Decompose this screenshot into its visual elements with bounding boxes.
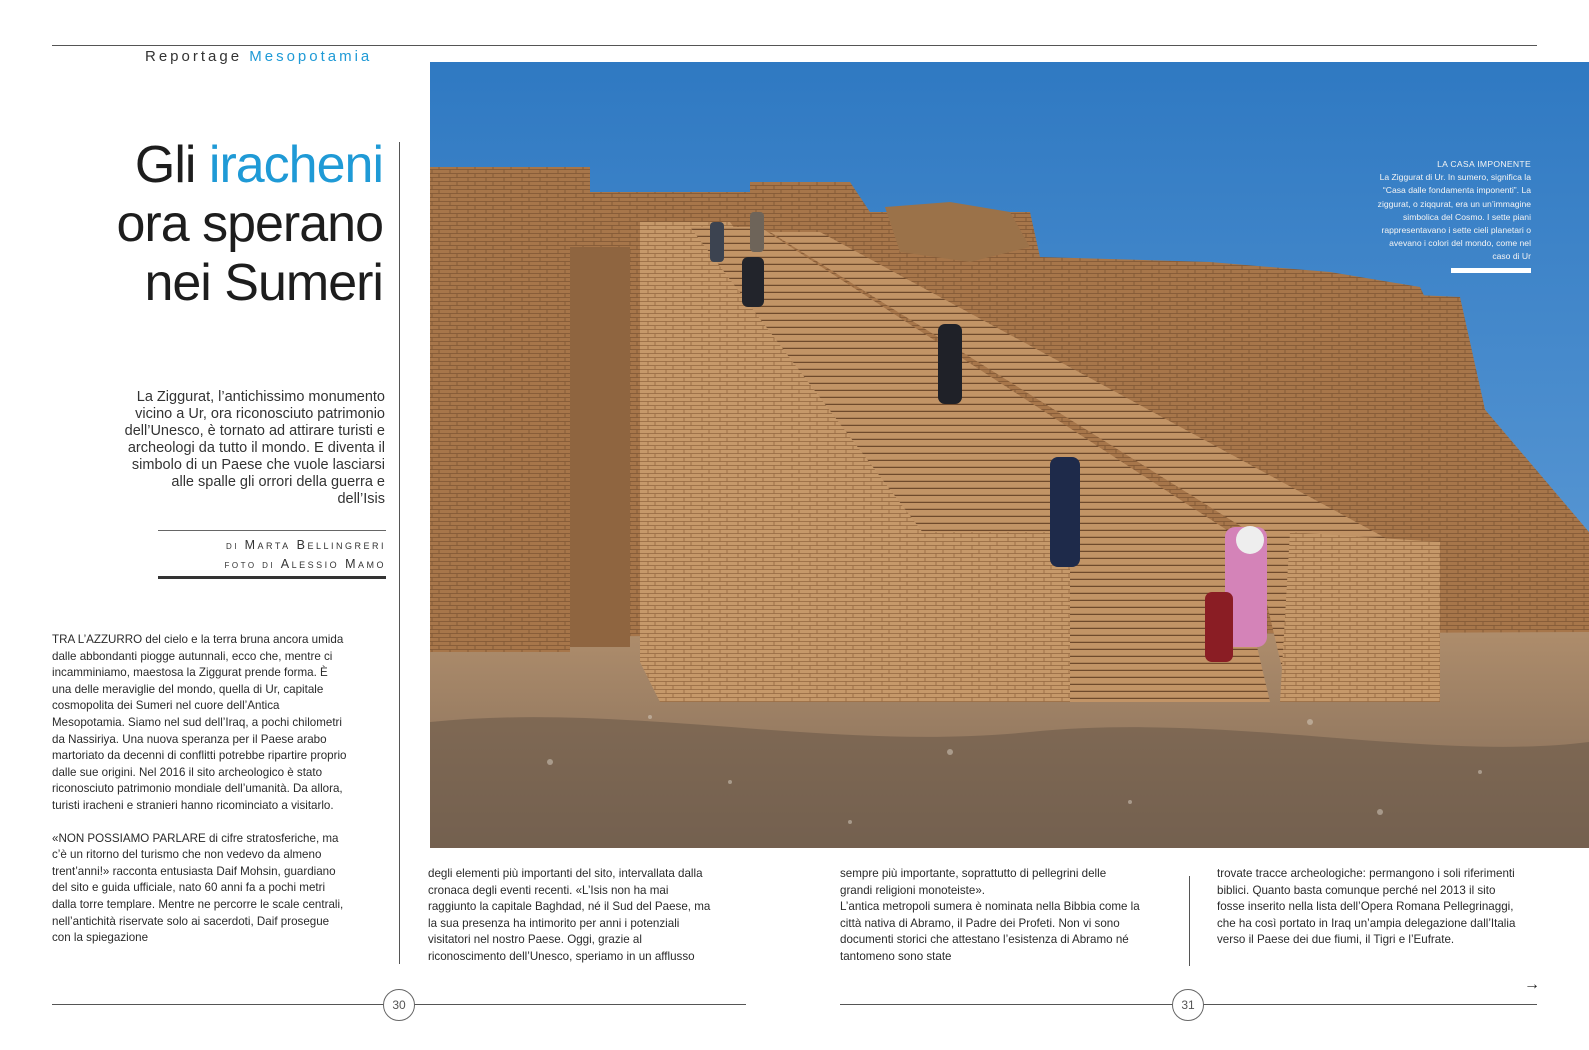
caption-bar	[1451, 268, 1531, 273]
column-divider-right	[1189, 876, 1190, 966]
byline-photo-prefix: foto di	[224, 559, 276, 571]
col1-paragraph-1	[52, 632, 350, 815]
body-column-1	[52, 632, 350, 947]
photo-caption	[1376, 158, 1531, 277]
col3-paragraph-1: sempre più importante, soprattutto di pellegrini delle grandi religioni monoteiste».	[840, 867, 1107, 897]
headline-line2: ora sperano	[116, 195, 383, 253]
headline-divider	[399, 142, 400, 964]
deck: La Ziggurat, l’antichissimo monumento vicino a Ur, ora riconosciuto patrimonio dell’Unesco, è tornato ad attirare turisti e archeologi da tutto il mondo. E diventa il simbolo di un Paese che vuole lasciarsi alle spalle gli orrori della guerra e dell’Isis	[124, 389, 385, 507]
col1-p1-text: del cielo e la terra bruna ancora umida dalle abbondanti piogge autunnali, ecco che, mentre ci incamminiamo, maestosa la Ziggurat prende forma. È una delle meraviglie del mondo, quella di Ur, capitale cosmopolita dei Sumeri nel cuore dell’Antica Mesopotamia. Siamo nel sud dell’Iraq, a pochi chilometri da Nassiriya. Una nuova speranza per il Paese arabo martoriato da decenni di conflitti potrebbe ripartire proprio dalle sue origini. Nel 2016 il sito archeologico è stato riconosciuto patrimonio mondiale dell’umanità. Da allora, turisti iracheni e stranieri hanno ricominciato a visitarlo.	[52, 633, 347, 812]
page-number-left: 30	[383, 989, 415, 1021]
col2-text: degli elementi più importanti del sito, intervallata dalla cronaca degli eventi recenti. «L’Isis non ha mai raggiunto la capitale Baghdad, né il Sud del Paese, ma la sua presenza ha intimorito per anni i potenziali visitatori nel nostro Paese. Oggi, grazie al riconoscimento dell’Unesco, speriamo in un afflusso	[428, 867, 711, 963]
body-column-3	[840, 866, 1140, 966]
right-arrow-icon[interactable]: →	[1524, 976, 1540, 993]
body-column-4	[1217, 866, 1517, 949]
section-topic: Mesopotamia	[249, 48, 373, 65]
col4-text: trovate tracce archeologiche: permangono i soli riferimenti biblici. Quanto basta comunque perché nel 2013 il sito fosse inserito nella lista dell’Opera Romana Pellegrinaggi, che ha così portato in Iraq un’ampia delegazione dall’Italia verso il Paese dei due fiumi, il Tigri e l’Eufrate.	[1217, 867, 1516, 947]
col3-paragraph-2: L’antica metropoli sumera è nominata nella Bibbia come la città nativa di Abramo, il Padre dei Profeti. Non vi sono documenti storici che attestano l’esistenza di Abramo né tantomeno sono state	[840, 900, 1140, 963]
col1-p2-text: di cifre stratosferiche, ma c’è un ritorno del turismo che non vedevo da almeno trent’anni!» racconta entusiasta Daif Mohsin, guardiano del sito e guida ufficiale, nato 60 anni fa a pochi metri dalla torre templare. Mentre ne percorre le scale centrali, nell’antichità riservate solo ai sacerdoti, Daif prosegue con la spiegazione	[52, 831, 344, 945]
col1-p1-lead: TRA L’AZZURRO	[52, 633, 143, 646]
caption-title: LA CASA IMPONENTE	[1437, 159, 1531, 169]
headline-line1-plain: Gli	[134, 136, 209, 194]
ziggurat-photo	[430, 62, 1589, 848]
col1-p2-lead: «NON POSSIAMO PARLARE	[52, 831, 206, 845]
headline-line1-accent: iracheni	[208, 136, 383, 194]
byline-author: Marta Bellingreri	[244, 538, 386, 552]
section-name: Reportage	[145, 48, 243, 65]
byline-author-prefix: di	[226, 540, 240, 552]
body-column-2	[428, 866, 718, 966]
headline-line3: nei Sumeri	[144, 254, 383, 312]
byline-photographer: Alessio Mamo	[280, 557, 386, 571]
page-number-right: 31	[1172, 989, 1204, 1021]
byline-top-rule	[158, 530, 386, 531]
headline	[63, 136, 383, 313]
section-label	[145, 48, 372, 65]
byline-bottom-rule	[158, 576, 386, 579]
byline	[158, 536, 386, 574]
top-rule	[52, 45, 1537, 46]
col1-paragraph-2	[52, 831, 350, 947]
caption-text: La Ziggurat di Ur. In sumero, significa la “Casa dalle fondamenta imponenti”. La ziggurat, o ziqqurat, era un un’immagine simbolica del Cosmo. I sette piani rappresentavano i sette cieli planetari o avevano i colori del mondo, come nel caso di Ur	[1377, 172, 1531, 262]
